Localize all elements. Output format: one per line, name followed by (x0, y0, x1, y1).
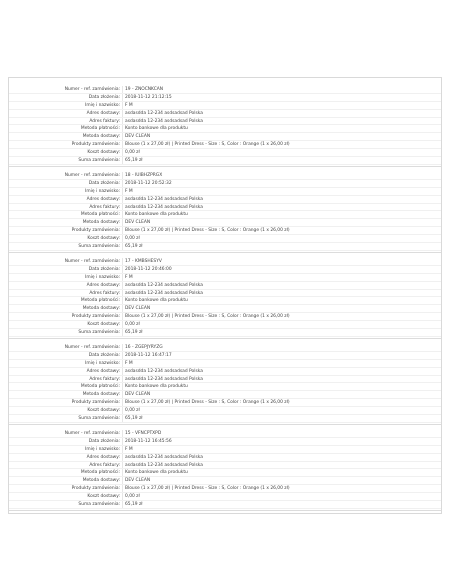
shipping-cost-value: 0,00 zł (122, 321, 441, 329)
customer-name-label: Imię i nazwisko: (85, 274, 120, 280)
order-total-label: Suma zamówienia: (78, 158, 120, 164)
payment-method-value: Konto bankowe dla produktu (122, 383, 441, 391)
shipping-address-label: Adres dostawy: (86, 454, 120, 460)
shipping-cost-value: 0,00 zł (122, 493, 441, 501)
customer-name-label: Imię i nazwisko: (85, 446, 120, 452)
shipping-cost-label: Koszt dostawy: (87, 150, 120, 156)
order-date-label: Data złożenia: (88, 352, 120, 358)
shipping-method-row (9, 305, 441, 313)
shipping-cost-value: 0,00 zł (122, 407, 441, 415)
order-total-value: 65,19 zł (122, 329, 441, 337)
order-number-row (9, 344, 441, 352)
shipping-method-value: DEV CLEAN (122, 305, 441, 313)
invoice-address-value: asdasdda 12-234 asdsadsad Polska (122, 204, 441, 212)
shipping-method-row (9, 219, 441, 227)
customer-name-value: F M (122, 188, 441, 196)
payment-method-value: Konto bankowe dla produktu (122, 297, 441, 305)
shipping-address-row (9, 110, 441, 118)
order-number-row (9, 258, 441, 266)
customer-name-value: F M (122, 446, 441, 454)
order-date-value: 2018-11-12 16:47:17 (122, 352, 441, 360)
order-divider (9, 166, 441, 167)
order-date-row (9, 94, 441, 102)
order-products-label: Produkty zamówienia: (71, 486, 120, 492)
order-divider (9, 424, 441, 425)
order-number-label: Numer - ref. zamówienia: (64, 431, 120, 436)
invoice-address-row (9, 118, 441, 126)
order-products-value: Blouse (1 x 27,00 zł) | Printed Dress - Size : S, Color : Orange (1 x 26,00 zł) (122, 313, 441, 321)
payment-method-value: Konto bankowe dla produktu (122, 211, 441, 219)
shipping-cost-label: Koszt dostawy: (87, 494, 120, 500)
order-number-value: 15 - VFNCPTXPD (122, 430, 441, 438)
invoice-address-value: asdasdda 12-234 asdsadsad Polska (122, 376, 441, 384)
customer-name-value: F M (122, 274, 441, 282)
shipping-method-label: Metoda dostawy: (82, 220, 120, 226)
shipping-cost-value: 0,00 zł (122, 235, 441, 243)
payment-method-row (9, 211, 441, 219)
shipping-method-label: Metoda dostawy: (82, 478, 120, 484)
shipping-address-label: Adres dostawy: (86, 110, 120, 116)
invoice-address-row (9, 204, 441, 212)
invoice-address-row (9, 462, 441, 470)
shipping-address-label: Adres dostawy: (86, 196, 120, 202)
order-divider (9, 510, 441, 511)
order-products-value: Blouse (1 x 27,00 zł) | Printed Dress - Size : S, Color : Orange (1 x 26,00 zł) (122, 227, 441, 235)
shipping-method-value: DEV CLEAN (122, 219, 441, 227)
shipping-address-value: asdasdda 12-234 asdsadsad Polska (122, 368, 441, 376)
order-number-value: 16 - ZGEPJYRYZG (122, 344, 441, 352)
shipping-address-value: asdasdda 12-234 asdsadsad Polska (122, 454, 441, 462)
order-date-label: Data złożenia: (88, 94, 120, 100)
shipping-method-value: DEV CLEAN (122, 477, 441, 485)
customer-name-label: Imię i nazwisko: (85, 360, 120, 366)
customer-name-label: Imię i nazwisko: (85, 188, 120, 194)
customer-name-row (9, 102, 441, 110)
shipping-cost-value: 0,00 zł (122, 149, 441, 157)
order-block (9, 258, 441, 337)
payment-method-row (9, 469, 441, 477)
invoice-address-row (9, 290, 441, 298)
shipping-address-value: asdasdda 12-234 asdsadsad Polska (122, 282, 441, 290)
customer-name-row (9, 188, 441, 196)
order-total-value: 65,19 zł (122, 501, 441, 509)
invoice-address-value: asdasdda 12-234 asdsadsad Polska (122, 118, 441, 126)
order-products-row (9, 485, 441, 493)
payment-method-row (9, 383, 441, 391)
shipping-address-row (9, 368, 441, 376)
shipping-cost-row (9, 235, 441, 243)
order-total-row (9, 329, 441, 337)
order-block (9, 86, 441, 165)
shipping-address-value: asdasdda 12-234 asdsadsad Polska (122, 110, 441, 118)
order-date-row (9, 352, 441, 360)
invoice-address-label: Adres faktury: (89, 118, 120, 124)
shipping-address-row (9, 282, 441, 290)
invoice-address-label: Adres faktury: (89, 462, 120, 468)
shipping-cost-label: Koszt dostawy: (87, 322, 120, 328)
customer-name-row (9, 446, 441, 454)
order-total-row (9, 415, 441, 423)
customer-name-row (9, 360, 441, 368)
order-number-label: Numer - ref. zamówienia: (64, 345, 120, 350)
order-divider (9, 252, 441, 253)
shipping-method-row (9, 391, 441, 399)
order-number-row (9, 430, 441, 438)
order-products-value: Blouse (1 x 27,00 zł) | Printed Dress - Size : S, Color : Orange (1 x 26,00 zł) (122, 141, 441, 149)
customer-name-value: F M (122, 102, 441, 110)
order-block (9, 344, 441, 423)
order-total-value: 65,19 zł (122, 415, 441, 423)
order-total-label: Suma zamówienia: (78, 502, 120, 508)
shipping-cost-row (9, 407, 441, 415)
order-block (9, 430, 441, 509)
payment-method-value: Konto bankowe dla produktu (122, 125, 441, 133)
shipping-cost-row (9, 149, 441, 157)
order-products-value: Blouse (1 x 27,00 zł) | Printed Dress - Size : S, Color : Orange (1 x 26,00 zł) (122, 399, 441, 407)
order-date-value: 2018-11-12 21:12:15 (122, 94, 441, 102)
invoice-address-value: asdasdda 12-234 asdsadsad Polska (122, 462, 441, 470)
shipping-cost-row (9, 321, 441, 329)
order-number-label: Numer - ref. zamówienia: (64, 87, 120, 92)
order-date-label: Data złożenia: (88, 180, 120, 186)
order-date-value: 2018-11-12 20:52:32 (122, 180, 441, 188)
order-date-label: Data złożenia: (88, 438, 120, 444)
shipping-method-label: Metoda dostawy: (82, 134, 120, 140)
order-number-value: 17 - KMBSHESYV (122, 258, 441, 266)
invoice-address-label: Adres faktury: (89, 376, 120, 382)
order-date-row (9, 266, 441, 274)
payment-method-value: Konto bankowe dla produktu (122, 469, 441, 477)
payment-method-label: Metoda płatności: (80, 384, 120, 390)
shipping-method-label: Metoda dostawy: (82, 392, 120, 398)
order-total-label: Suma zamówienia: (78, 330, 120, 336)
shipping-method-label: Metoda dostawy: (82, 306, 120, 312)
customer-name-label: Imię i nazwisko: (85, 102, 120, 108)
order-date-value: 2018-11-12 20:46:00 (122, 266, 441, 274)
shipping-method-row (9, 477, 441, 485)
payment-method-label: Metoda płatności: (80, 470, 120, 476)
order-total-row (9, 243, 441, 251)
order-number-row (9, 172, 441, 180)
shipping-method-value: DEV CLEAN (122, 391, 441, 399)
order-number-row (9, 86, 441, 94)
order-total-row (9, 501, 441, 509)
order-products-value: Blouse (1 x 27,00 zł) | Printed Dress - Size : S, Color : Orange (1 x 26,00 zł) (122, 485, 441, 493)
invoice-address-value: asdasdda 12-234 asdsadsad Polska (122, 290, 441, 298)
shipping-cost-label: Koszt dostawy: (87, 236, 120, 242)
shipping-address-row (9, 196, 441, 204)
payment-method-label: Metoda płatności: (80, 212, 120, 218)
payment-method-row (9, 297, 441, 305)
order-date-label: Data złożenia: (88, 266, 120, 272)
order-products-label: Produkty zamówienia: (71, 142, 120, 148)
invoice-address-label: Adres faktury: (89, 290, 120, 296)
customer-name-row (9, 274, 441, 282)
order-block (9, 172, 441, 251)
shipping-address-value: asdasdda 12-234 asdsadsad Polska (122, 196, 441, 204)
order-number-value: 19 - ZNOCNKCAN (122, 86, 441, 94)
payment-method-label: Metoda płatności: (80, 298, 120, 304)
order-total-label: Suma zamówienia: (78, 416, 120, 422)
shipping-address-row (9, 454, 441, 462)
order-products-label: Produkty zamówienia: (71, 400, 120, 406)
order-total-label: Suma zamówienia: (78, 244, 120, 250)
order-products-row (9, 399, 441, 407)
shipping-cost-row (9, 493, 441, 501)
order-products-row (9, 141, 441, 149)
order-date-row (9, 180, 441, 188)
invoice-address-label: Adres faktury: (89, 204, 120, 210)
customer-name-value: F M (122, 360, 441, 368)
order-number-label: Numer - ref. zamówienia: (64, 259, 120, 264)
shipping-method-row (9, 133, 441, 141)
order-total-value: 65,19 zł (122, 157, 441, 165)
order-number-label: Numer - ref. zamówienia: (64, 173, 120, 178)
order-divider (9, 338, 441, 339)
order-total-row (9, 157, 441, 165)
payment-method-row (9, 125, 441, 133)
order-date-row (9, 438, 441, 446)
invoice-address-row (9, 376, 441, 384)
shipping-cost-label: Koszt dostawy: (87, 408, 120, 414)
order-products-label: Produkty zamówienia: (71, 228, 120, 234)
order-date-value: 2018-11-12 16:45:56 (122, 438, 441, 446)
payment-method-label: Metoda płatności: (80, 126, 120, 132)
order-products-row (9, 313, 441, 321)
order-products-label: Produkty zamówienia: (71, 314, 120, 320)
shipping-address-label: Adres dostawy: (86, 368, 120, 374)
orders-table (8, 77, 442, 514)
order-number-value: 18 - IUIBHZPRGX (122, 172, 441, 180)
order-total-value: 65,19 zł (122, 243, 441, 251)
order-products-row (9, 227, 441, 235)
shipping-method-value: DEV CLEAN (122, 133, 441, 141)
shipping-address-label: Adres dostawy: (86, 282, 120, 288)
